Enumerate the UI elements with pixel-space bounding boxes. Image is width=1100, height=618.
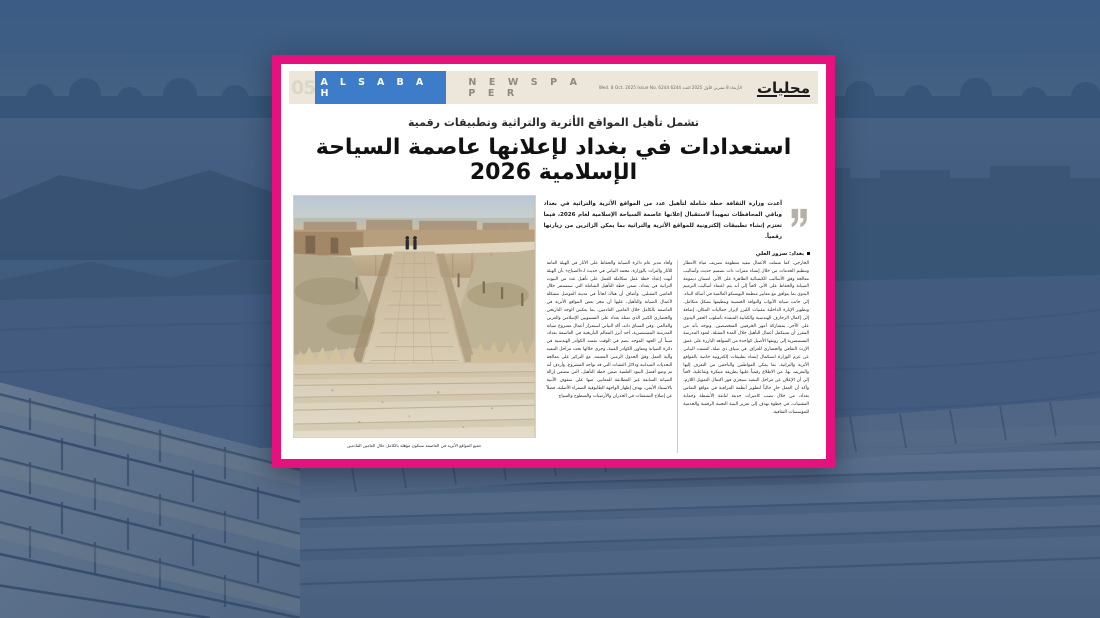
masthead xyxy=(289,71,818,104)
ziggurat-photo xyxy=(293,195,536,438)
headline-block xyxy=(289,104,818,193)
alsabah-logo-text: A L S A B A H xyxy=(320,76,428,99)
photo-caption: جميع المواقع الأثرية في العاصمة ستكون مؤهلة بالكامل خلال العامين القادمين xyxy=(347,443,482,449)
quote-icon xyxy=(788,199,810,243)
issue-date-line: الأربعاء 8 تشرين الأول 2025 العدد 6244 Wed. 8 Oct. 2025 Issue No. 6244 xyxy=(598,85,742,90)
article-column-left: الخارجي، كما شملت الأعمال تنفيذ منظومة تصريف مياه الأمطار وتنظيم الخدمات من خلال إنشاء ممرات ذات تصميم حديث وأساليب معالجة وفق الأساليب الكيميائية الظاهرة على الأثر، لضمان ديمومة الصيانة والحفاظ على الأثر، لافتاً إلى أنه يتم اعتماد أساليب الترميم اليدوي بما يتوافق مع معايير منظمة اليونسكو العالمية في أصالة البناء، إلى جانب صيانة الأبواب والنوافذ الخشبية وتنظيفها بشكل متكامل، وتطوير الإنارة الداخلية بتقنيات الليزر لإبراز جماليات المكان، إضافة إلى إكمال الزخارف الهندسية والكتابية المنفذة بأسلوب الحفر اليدوي على الآجر، بمشاركة أمهر الحرفيين المتخصصين. وتوجه بأنه من المقرر أن تستكمل أعمال التأهيل خلال المدة المقبلة، لتعود المدرسة المستنصرية إلى رونقها الأصيل كواحدة من الشواهد البارزة على عمق الإرث الثقافي والحضاري للعراق. في سياق ذي صلة، كشفت البياتي عن عزم الوزارة استكمال إنشاء تطبيقات إلكترونية خاصة بالمواقع الأثرية والتراثية، بما يمكن المواطنين والباحثين من التعرف إليها والتعريف بها، من الاطلاع رقمياً عليها بطريقة مبتكرة وتفاعلية، لافتاً إلى أن الإعلان عن مراحل التنفيذ سيجري فور اكتمال التمويل اللازم. وأكد أن العمل جارٍ حالياً لتطوير أنظمة المراقبة في مواقع التماس بغداد، من خلال نصب كاميرات حديثة لتابعة الأنشطة وحماية المقتنيات، في خطوة تهدف إلى تعزيز البنية التحتية الرقمية والخدمية للمؤسسات الثقافية. xyxy=(677,260,814,453)
newspaper-word: N E W S P A P E R xyxy=(468,76,582,99)
article-lead-block xyxy=(542,195,814,249)
byline-text: بغداد: سرور العلي xyxy=(755,250,804,257)
section-tag[interactable] xyxy=(751,71,818,104)
article-column-right: وأفاد مدير عام دائرة الصيانة والحفاظ على الآثار في الهيئة العامة للآثار والتراث بالوزارة، محمد البياتي في حديث لـ«الصباح» بأن الهيئة أنهت إعداد خطة عمل متكاملة للعمل على تأهيل عدد من البيوت التراثية في بغداد، ضمن خطة التأهيل الشاملة التي ستستمر خلال العامين المقبلين. وأضاف أن هناك لجاناً في مدينة الموصل مشكلة لأعمال الصيانة والتأهيل، عليها أن تنجز بعض المواقع الأثرية في العاصمة بالكامل خلال العامين القادمين، بما يعكس الوجه التاريخي والحضاري الكبير الذي تمثله بغداد على المستويين الإسلامي والعربي والعالمي. وفي السياق ذاته، أكد البياتي استمرار أعمال مشروع صيانة المدرسة المستنصرية، أحد أبرز المعالم التاريخية في العاصمة بغداد، مبيناً أن الجهد الموجه يضم في الوقت نفسه الكوادر الهندسية في دائرة الصيانة ومعاون الكوادر الفنية، وجرى خلالها بحث مراحل التنفيذ وآلية العمل وفق الجدول الزمني المعتمد، مع التركيز على معالجة التحديات الميدانية ودلائل العقبات التي قد تواجه المشروع. وأردف أنه تم وضع أفضل البنود العلمية ضمن خطة التأهيل، التي تتضمن إزالة الصيانة السابقة غير المطابقة للمعايير، منها على سقوف الأبنية بالاستناد الأيمن، بهدف إظهار الواجهة الطابوقية الصفراء الأصلية، فضلاً عن إصلاح التشققات في الجدران والأرضيات والسطوح والسياج xyxy=(546,260,673,399)
article-photo-side xyxy=(293,195,536,453)
article-headline: استعدادات في بغداد لإعلانها عاصمة السياحة الإسلامية 2026 xyxy=(315,135,792,185)
article-content xyxy=(289,193,818,453)
newspaper-clipping-frame xyxy=(272,55,835,468)
article-byline xyxy=(542,249,814,260)
article-columns xyxy=(542,260,814,453)
newspaper-page xyxy=(281,64,826,459)
alsabah-logo[interactable] xyxy=(315,71,446,104)
article-lead-text: أعدت وزارة الثقافة خطة شاملة لتأهيل عدد من المواقع الأثرية والتراثية في بغداد وباقي المحافظات تمهيداً لاستقبال إعلانها عاصمة السياحة الإسلامية لعام 2026، فيما تعتزم إنشاء تطبيقات إلكترونية للمواقع الأثرية والتراثية بما يمكن الزائرين من زيارتها رقمياً. xyxy=(543,201,783,240)
ziggurat-illustration xyxy=(294,196,535,437)
article-text-side xyxy=(542,195,814,453)
section-tag-label: محليات xyxy=(756,78,810,97)
article-kicker: تشمل تأهيل المواقع الأثرية والتراثية وتطبيقات رقمية xyxy=(407,116,700,129)
page-number: 05 xyxy=(291,76,316,99)
byline-bullet-icon xyxy=(807,252,810,255)
